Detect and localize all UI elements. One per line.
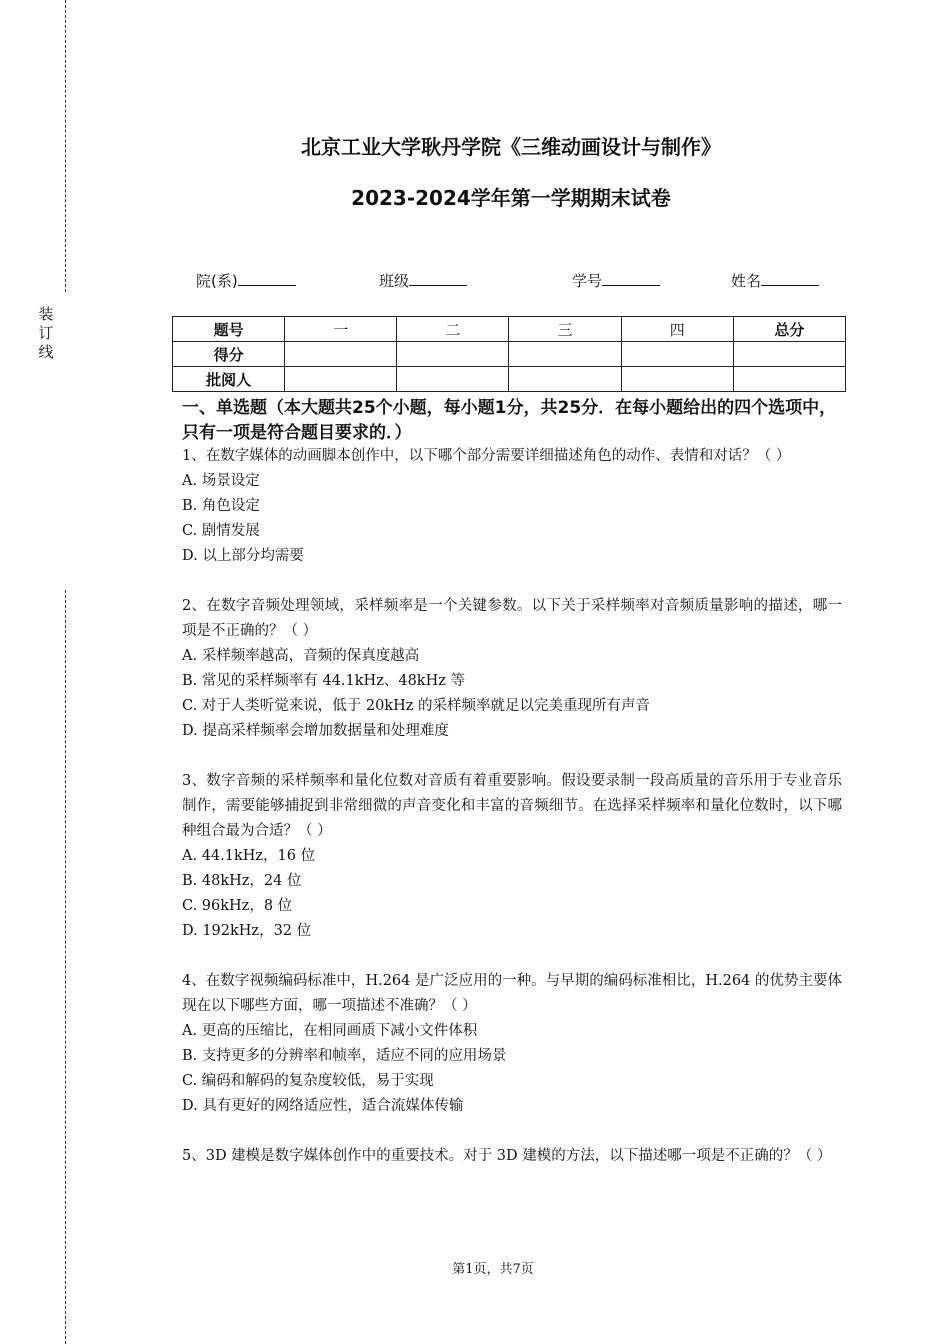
table-header-cell: 题号 [173, 317, 285, 342]
row-label: 得分 [173, 342, 285, 367]
grader-row [173, 367, 846, 392]
question-option: C. 对于人类听觉来说，低于 20kHz 的采样频率就足以完美重现所有声音 [182, 698, 651, 714]
grader-cell [397, 367, 509, 392]
class-label: 班级 [379, 272, 410, 290]
question-option: D. 提高采样频率会增加数据量和处理难度 [182, 723, 449, 739]
score-cell [621, 342, 733, 367]
score-cell [285, 342, 397, 367]
question-option: C. 编码和解码的复杂度较低，易于实现 [182, 1073, 434, 1089]
question-option: A. 44.1kHz，16 位 [182, 848, 316, 864]
table-header-cell: 四 [621, 317, 733, 342]
binding-line-bottom [65, 590, 66, 1344]
question [182, 1144, 842, 1169]
class-blank [409, 271, 467, 286]
binding-label: 装订线 [38, 305, 54, 361]
question [182, 444, 842, 569]
question-option: D. 具有更好的网络适应性，适合流媒体传输 [182, 1098, 464, 1114]
question [182, 969, 842, 1119]
grader-cell [621, 367, 733, 392]
section-heading: 一、单选题（本大题共25个小题，每小题1分，共25分．在每小题给出的四个选项中，只有一项是符合题目要求的．） [182, 398, 837, 443]
name-blank [761, 271, 819, 286]
question-option: A. 场景设定 [182, 473, 260, 489]
question-option: B. 48kHz，24 位 [182, 873, 302, 889]
college-label: 院(系) [196, 272, 238, 290]
question-option: B. 常见的采样频率有 44.1kHz、48kHz 等 [182, 673, 465, 689]
score-row [173, 342, 846, 367]
question-stem: 1、在数字媒体的动画脚本创作中，以下哪个部分需要详细描述角色的动作、表情和对话？（ ） [182, 448, 791, 464]
table-header-cell: 二 [397, 317, 509, 342]
score-cell [733, 342, 845, 367]
class-field [379, 270, 467, 291]
question-option: A. 采样频率越高，音频的保真度越高 [182, 648, 420, 664]
question-stem: 3、数字音频的采样频率和量化位数对音质有着重要影响。假设要录制一段高质量的音乐用于专业音乐制作，需要能够捕捉到非常细微的声音变化和丰富的音频细节。在选择采样频率和量化位数时，以下哪种组合最为合适？（ ） [182, 773, 842, 839]
question-option: B. 支持更多的分辨率和帧率，适应不同的应用场景 [182, 1048, 507, 1064]
question-option: B. 角色设定 [182, 498, 260, 514]
table-header-cell: 一 [285, 317, 397, 342]
score-table [172, 316, 846, 392]
student-id-field [572, 270, 660, 291]
table-header-cell: 三 [509, 317, 621, 342]
college-blank [238, 271, 296, 286]
exam-subtitle: 2023-2024学年第一学期期末试卷 [351, 186, 671, 210]
score-table-header-row [173, 317, 846, 342]
question-option: D. 以上部分均需要 [182, 548, 304, 564]
question-option: D. 192kHz，32 位 [182, 923, 312, 939]
question-option: C. 剧情发展 [182, 523, 260, 539]
row-label: 批阅人 [173, 367, 285, 392]
grader-cell [733, 367, 845, 392]
student-id-label: 学号 [572, 272, 603, 290]
question-list [182, 444, 842, 1169]
college-field [196, 270, 296, 291]
exam-title: 北京工业大学耿丹学院《三维动画设计与制作》 [301, 135, 721, 159]
question-stem: 5、3D 建模是数字媒体创作中的重要技术。对于 3D 建模的方法，以下描述哪一项是不正确的？（ ） [182, 1148, 832, 1164]
score-cell [509, 342, 621, 367]
table-header-cell: 总分 [733, 317, 845, 342]
page-footer: 第1页，共7页 [452, 1262, 534, 1277]
question [182, 769, 842, 944]
name-label: 姓名 [731, 272, 762, 290]
question-stem: 4、在数字视频编码标准中，H.264 是广泛应用的一种。与早期的编码标准相比，H.264 的优势主要体现在以下哪些方面，哪一项描述不准确？（ ） [182, 973, 842, 1014]
question-stem: 2、在数字音频处理领域，采样频率是一个关键参数。以下关于采样频率对音频质量影响的描述，哪一项是不正确的？（ ） [182, 598, 842, 639]
grader-cell [509, 367, 621, 392]
question-option: C. 96kHz，8 位 [182, 898, 293, 914]
question-option: A. 更高的压缩比，在相同画质下减小文件体积 [182, 1023, 478, 1039]
student-id-blank [602, 271, 660, 286]
grader-cell [285, 367, 397, 392]
score-cell [397, 342, 509, 367]
name-field [731, 270, 819, 291]
question [182, 594, 842, 744]
